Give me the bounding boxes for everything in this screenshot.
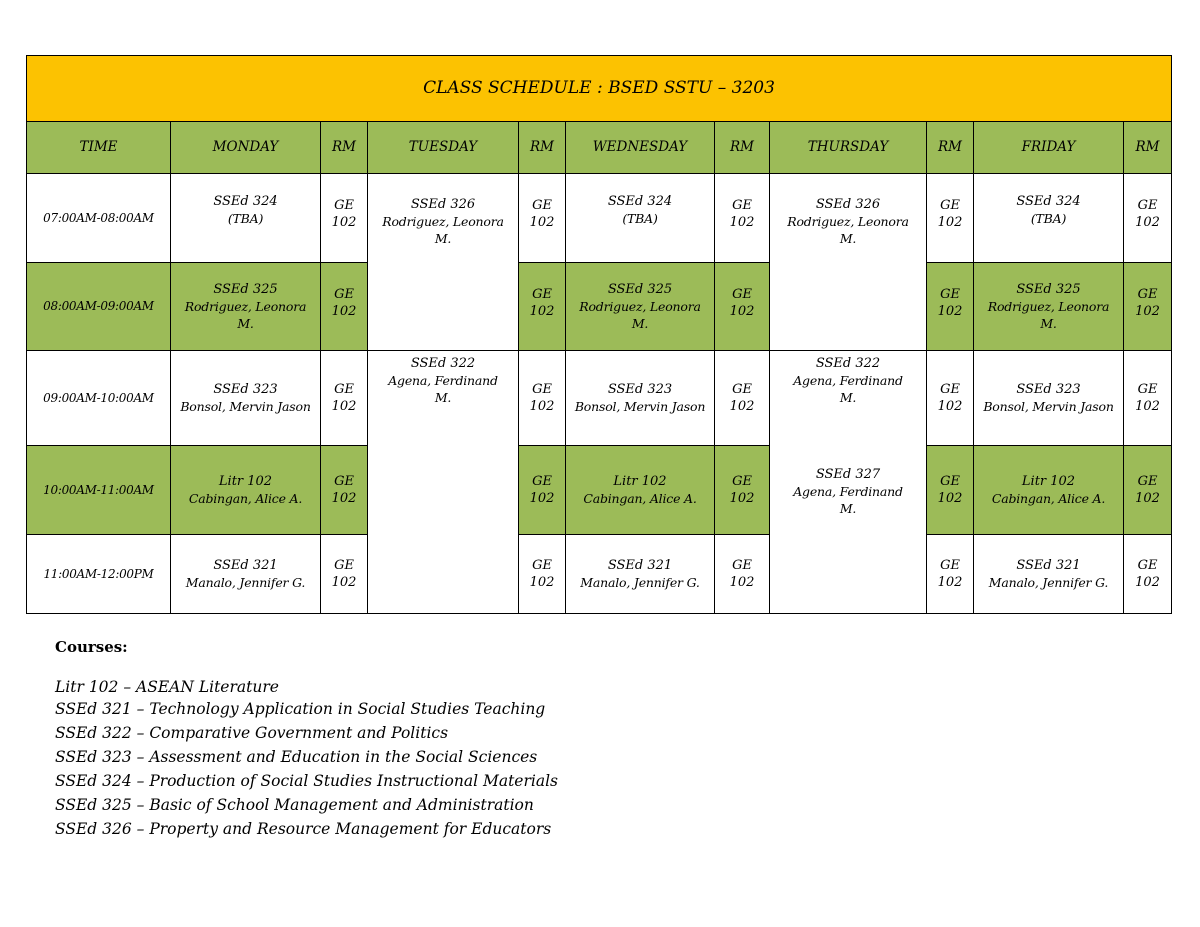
room-cell bbox=[927, 535, 974, 614]
course-code: SSEd 325 bbox=[607, 282, 673, 297]
room-line: GE bbox=[532, 382, 552, 397]
room-cell bbox=[1124, 174, 1172, 263]
course-code: SSEd 325 bbox=[213, 282, 278, 297]
course-code: SSEd 323 bbox=[607, 382, 673, 397]
course-cell bbox=[566, 263, 715, 351]
room-line: GE bbox=[1137, 286, 1158, 302]
room-cell bbox=[519, 535, 566, 614]
room-line: 102 bbox=[331, 399, 357, 414]
course-legend-item: SSEd 323 – Assessment and Education in the Social Sciences bbox=[55, 748, 538, 766]
course-cell-tuesday-merged bbox=[368, 351, 519, 614]
course-cell bbox=[171, 535, 321, 614]
room-cell bbox=[321, 263, 368, 351]
course-legend-item: SSEd 321 – Technology Application in Social Studies Teaching bbox=[55, 700, 546, 718]
course-instructor: Cabingan, Alice A. bbox=[991, 491, 1106, 506]
room-cell bbox=[715, 446, 770, 535]
course-instructor: Manalo, Jennifer G. bbox=[185, 575, 306, 590]
room-line: 102 bbox=[331, 303, 357, 319]
room-line: GE bbox=[732, 382, 752, 397]
time-cell: 11:00AM-12:00PM bbox=[27, 535, 171, 614]
room-cell bbox=[321, 174, 368, 263]
room-cell bbox=[321, 535, 368, 614]
room-cell bbox=[927, 351, 974, 446]
course-cell bbox=[974, 535, 1124, 614]
course-code: SSEd 326 bbox=[410, 197, 476, 212]
room-line: GE bbox=[940, 198, 960, 213]
header-tuesday: TUESDAY bbox=[368, 122, 519, 174]
header-time: TIME bbox=[27, 122, 171, 174]
room-line: GE bbox=[334, 198, 354, 213]
room-line: 102 bbox=[529, 303, 555, 319]
course-instructor: Cabingan, Alice A. bbox=[583, 491, 697, 506]
course-instructor: (TBA) bbox=[1030, 211, 1067, 226]
course-instructor: Rodriguez, Leonora bbox=[787, 214, 909, 229]
course-instructor: M. bbox=[839, 390, 857, 405]
course-instructor: M. bbox=[434, 390, 452, 405]
room-line: 102 bbox=[331, 575, 357, 590]
room-cell bbox=[321, 351, 368, 446]
header-rm: RM bbox=[715, 122, 770, 174]
course-code: SSEd 324 bbox=[1016, 194, 1081, 209]
course-cell bbox=[566, 535, 715, 614]
room-line: 102 bbox=[1135, 575, 1160, 590]
room-cell bbox=[519, 263, 566, 351]
course-code: SSEd 327 bbox=[815, 467, 881, 482]
room-line: 102 bbox=[937, 303, 963, 319]
room-cell bbox=[715, 174, 770, 263]
room-cell bbox=[1124, 263, 1172, 351]
room-cell bbox=[321, 446, 368, 535]
course-cell bbox=[974, 263, 1124, 351]
room-line: GE bbox=[334, 474, 354, 489]
room-line: GE bbox=[940, 286, 960, 302]
course-code: SSEd 322 bbox=[815, 356, 881, 371]
room-cell bbox=[927, 446, 974, 535]
header-row bbox=[27, 122, 1172, 174]
course-instructor: Bonsol, Mervin Jason bbox=[180, 399, 311, 414]
course-instructor: M. bbox=[237, 316, 254, 331]
course-cell bbox=[566, 174, 715, 263]
room-line: 102 bbox=[937, 575, 963, 590]
room-line: 102 bbox=[729, 491, 755, 506]
room-line: 102 bbox=[331, 215, 357, 230]
course-code: SSEd 321 bbox=[213, 558, 278, 573]
room-cell bbox=[1124, 446, 1172, 535]
room-line: 102 bbox=[729, 399, 755, 414]
header-wednesday: WEDNESDAY bbox=[566, 122, 715, 174]
header-rm: RM bbox=[321, 122, 368, 174]
course-cell bbox=[171, 174, 321, 263]
course-cell bbox=[566, 446, 715, 535]
room-line: 102 bbox=[729, 575, 755, 590]
course-instructor: M. bbox=[839, 501, 857, 516]
course-code: SSEd 321 bbox=[607, 558, 673, 573]
room-line: 102 bbox=[1135, 399, 1160, 414]
course-legend-item: Litr 102 – ASEAN Literature bbox=[55, 678, 279, 696]
course-instructor: (TBA) bbox=[227, 211, 264, 226]
course-code: SSEd 323 bbox=[1016, 382, 1081, 397]
room-line: GE bbox=[940, 382, 960, 397]
room-line: GE bbox=[334, 382, 354, 397]
course-instructor: (TBA) bbox=[622, 211, 658, 226]
room-line: GE bbox=[334, 286, 354, 302]
course-cell bbox=[171, 351, 321, 446]
time-cell: 10:00AM-11:00AM bbox=[27, 446, 171, 535]
course-code: SSEd 322 bbox=[410, 356, 476, 371]
course-code: SSEd 326 bbox=[815, 197, 881, 212]
course-instructor: Bonsol, Mervin Jason bbox=[983, 399, 1114, 414]
course-code: SSEd 321 bbox=[1016, 558, 1081, 573]
room-line: 102 bbox=[729, 303, 755, 319]
course-legend bbox=[55, 638, 558, 841]
course-instructor: Rodriguez, Leonora bbox=[987, 299, 1110, 314]
course-cell bbox=[974, 174, 1124, 263]
course-code: SSEd 324 bbox=[607, 194, 673, 209]
course-instructor: M. bbox=[631, 316, 649, 331]
room-cell bbox=[927, 263, 974, 351]
header-rm: RM bbox=[519, 122, 566, 174]
course-cell-thursday-merged bbox=[770, 351, 927, 614]
table-row bbox=[27, 174, 1172, 263]
room-line: GE bbox=[1137, 474, 1158, 489]
room-line: 102 bbox=[1135, 491, 1160, 506]
header-monday: MONDAY bbox=[171, 122, 321, 174]
room-line: GE bbox=[732, 286, 752, 302]
room-cell bbox=[1124, 351, 1172, 446]
course-instructor: Rodriguez, Leonora bbox=[579, 299, 701, 314]
course-instructor: Agena, Ferdinand bbox=[793, 373, 903, 388]
time-cell: 07:00AM-08:00AM bbox=[27, 174, 171, 263]
course-cell-tuesday-merged bbox=[368, 174, 519, 351]
room-line: 102 bbox=[1135, 303, 1160, 319]
course-instructor: M. bbox=[434, 231, 452, 246]
course-cell bbox=[171, 446, 321, 535]
room-line: GE bbox=[1137, 558, 1158, 573]
room-line: 102 bbox=[529, 215, 555, 230]
schedule-table bbox=[26, 55, 1172, 614]
course-code: SSEd 323 bbox=[213, 382, 278, 397]
course-legend-item: SSEd 322 – Comparative Government and Politics bbox=[55, 724, 449, 742]
room-line: 102 bbox=[1135, 215, 1160, 230]
room-line: 102 bbox=[729, 215, 755, 230]
room-line: 102 bbox=[529, 491, 555, 506]
room-line: GE bbox=[1137, 382, 1158, 397]
course-instructor: Manalo, Jennifer G. bbox=[580, 575, 700, 590]
course-legend-item: SSEd 324 – Production of Social Studies Instructional Materials bbox=[55, 772, 558, 790]
room-line: 102 bbox=[331, 491, 357, 506]
course-code: Litr 102 bbox=[218, 474, 273, 489]
course-cell-thursday-merged bbox=[770, 174, 927, 351]
course-legend-title: Courses: bbox=[55, 638, 128, 656]
header-rm: RM bbox=[927, 122, 974, 174]
room-cell bbox=[927, 174, 974, 263]
room-line: GE bbox=[732, 474, 752, 489]
table-row bbox=[27, 535, 1172, 614]
room-line: GE bbox=[1137, 198, 1158, 213]
course-code: Litr 102 bbox=[613, 474, 667, 489]
room-line: 102 bbox=[937, 491, 963, 506]
table-row bbox=[27, 446, 1172, 535]
course-cell bbox=[974, 351, 1124, 446]
room-line: 102 bbox=[529, 399, 555, 414]
course-code: SSEd 325 bbox=[1016, 282, 1081, 297]
room-line: GE bbox=[334, 558, 354, 573]
course-instructor: M. bbox=[839, 231, 857, 246]
course-cell bbox=[566, 351, 715, 446]
room-cell bbox=[519, 351, 566, 446]
room-line: GE bbox=[732, 198, 752, 213]
room-line: GE bbox=[532, 198, 552, 213]
room-line: 102 bbox=[529, 575, 555, 590]
room-cell bbox=[715, 263, 770, 351]
table-row bbox=[27, 351, 1172, 446]
table-row bbox=[27, 263, 1172, 351]
room-cell bbox=[715, 351, 770, 446]
room-line: GE bbox=[532, 286, 552, 302]
room-line: GE bbox=[940, 558, 960, 573]
room-line: GE bbox=[532, 474, 552, 489]
room-line: GE bbox=[532, 558, 552, 573]
course-instructor: Rodriguez, Leonora bbox=[382, 214, 504, 229]
course-instructor: Bonsol, Mervin Jason bbox=[574, 399, 706, 414]
room-cell bbox=[715, 535, 770, 614]
room-line: 102 bbox=[937, 215, 963, 230]
course-instructor: Cabingan, Alice A. bbox=[188, 491, 303, 506]
course-instructor: M. bbox=[1040, 316, 1057, 331]
room-line: 102 bbox=[937, 399, 963, 414]
header-friday: FRIDAY bbox=[974, 122, 1124, 174]
course-instructor: Manalo, Jennifer G. bbox=[988, 575, 1109, 590]
course-legend-item: SSEd 326 – Property and Resource Management for Educators bbox=[55, 820, 552, 838]
header-thursday: THURSDAY bbox=[770, 122, 927, 174]
course-instructor: Agena, Ferdinand bbox=[793, 484, 903, 499]
course-instructor: Agena, Ferdinand bbox=[388, 373, 498, 388]
header-rm: RM bbox=[1124, 122, 1172, 174]
course-code: Litr 102 bbox=[1021, 474, 1076, 489]
course-cell bbox=[974, 446, 1124, 535]
course-legend-item: SSEd 325 – Basic of School Management and Administration bbox=[55, 796, 534, 814]
time-cell: 08:00AM-09:00AM bbox=[27, 263, 171, 351]
room-line: GE bbox=[732, 558, 752, 573]
time-cell: 09:00AM-10:00AM bbox=[27, 351, 171, 446]
room-cell bbox=[519, 174, 566, 263]
schedule-title: CLASS SCHEDULE : BSED SSTU – 3203 bbox=[27, 56, 1172, 122]
room-line: GE bbox=[940, 474, 960, 489]
course-cell bbox=[171, 263, 321, 351]
course-code: SSEd 324 bbox=[213, 194, 278, 209]
room-cell bbox=[519, 446, 566, 535]
room-cell bbox=[1124, 535, 1172, 614]
course-instructor: Rodriguez, Leonora bbox=[184, 299, 307, 314]
